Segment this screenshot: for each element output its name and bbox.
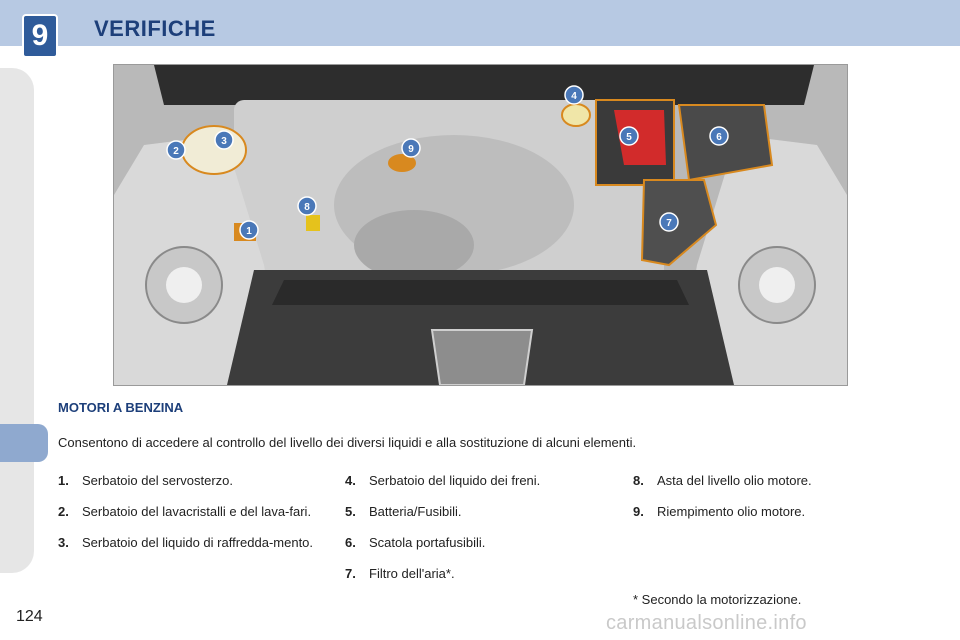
legend-item-text: Serbatoio del liquido dei freni. (369, 473, 541, 488)
legend-item (345, 536, 595, 550)
legend-column-3 (633, 474, 863, 536)
svg-text:4: 4 (571, 91, 577, 102)
intro-text: Consentono di accedere al controllo del livello dei diversi liquidi e alla sostituzione di alcuni elementi. (58, 435, 637, 450)
legend-item-number: 5. (345, 504, 356, 519)
legend-item-number: 7. (345, 566, 356, 581)
legend-column-2 (345, 474, 595, 598)
engine-bay-illustration (113, 64, 848, 386)
legend-item-text: Batteria/Fusibili. (369, 504, 462, 519)
section-heading: MOTORI A BENZINA (58, 400, 184, 415)
brand-badge (432, 330, 532, 385)
chapter-tab (0, 424, 48, 462)
coolant-reservoir (182, 126, 246, 174)
legend-item-text: Filtro dell'aria*. (369, 566, 455, 581)
legend-item (345, 474, 595, 488)
callout-9 (402, 139, 420, 157)
side-strip (0, 68, 34, 573)
callout-7 (660, 213, 678, 231)
legend-item (345, 567, 595, 581)
legend-item-text: Serbatoio del servosterzo. (82, 473, 234, 488)
legend-item-text: Serbatoio del lavacristalli e del lava-fari. (82, 504, 312, 519)
legend-item-text: Riempimento olio motore. (657, 504, 806, 519)
legend-item (58, 505, 324, 519)
watermark: carmanualsonline.info (606, 612, 807, 634)
page-number: 124 (16, 608, 43, 625)
legend-item (633, 474, 863, 488)
callout-3 (215, 131, 233, 149)
legend-item-number: 2. (58, 504, 69, 519)
legend-item (345, 505, 595, 519)
callout-6 (710, 127, 728, 145)
footnote: * Secondo la motorizzazione. (633, 592, 802, 607)
legend-item-number: 4. (345, 473, 356, 488)
svg-text:7: 7 (666, 218, 672, 229)
legend-item (58, 536, 324, 550)
legend-item-number: 6. (345, 535, 356, 550)
legend-item (58, 474, 324, 488)
svg-text:3: 3 (221, 136, 227, 147)
legend-column-1 (58, 474, 324, 567)
brake-fluid-reservoir (562, 104, 590, 126)
page-title: VERIFICHE (94, 16, 216, 41)
legend-item-text: Serbatoio del liquido di raffredda-mento. (82, 535, 314, 550)
callout-4 (565, 86, 583, 104)
legend-item-number: 9. (633, 504, 644, 519)
svg-text:6: 6 (716, 132, 722, 143)
legend-item-number: 1. (58, 473, 69, 488)
chapter-number-badge: 9 (22, 14, 58, 58)
hood-edge (154, 65, 814, 105)
svg-text:9: 9 (408, 144, 414, 155)
legend-item-text: Asta del livello olio motore. (657, 473, 812, 488)
callout-5 (620, 127, 638, 145)
legend-item-number: 3. (58, 535, 69, 550)
callout-2 (167, 141, 185, 159)
svg-text:8: 8 (304, 202, 310, 213)
oil-dipstick (306, 215, 320, 231)
legend-item (633, 505, 863, 519)
svg-text:2: 2 (173, 146, 179, 157)
legend-item-number: 8. (633, 473, 644, 488)
callout-1 (240, 221, 258, 239)
svg-text:1: 1 (246, 226, 252, 237)
svg-text:5: 5 (626, 132, 632, 143)
legend-item-text: Scatola portafusibili. (369, 535, 486, 550)
callout-8 (298, 197, 316, 215)
